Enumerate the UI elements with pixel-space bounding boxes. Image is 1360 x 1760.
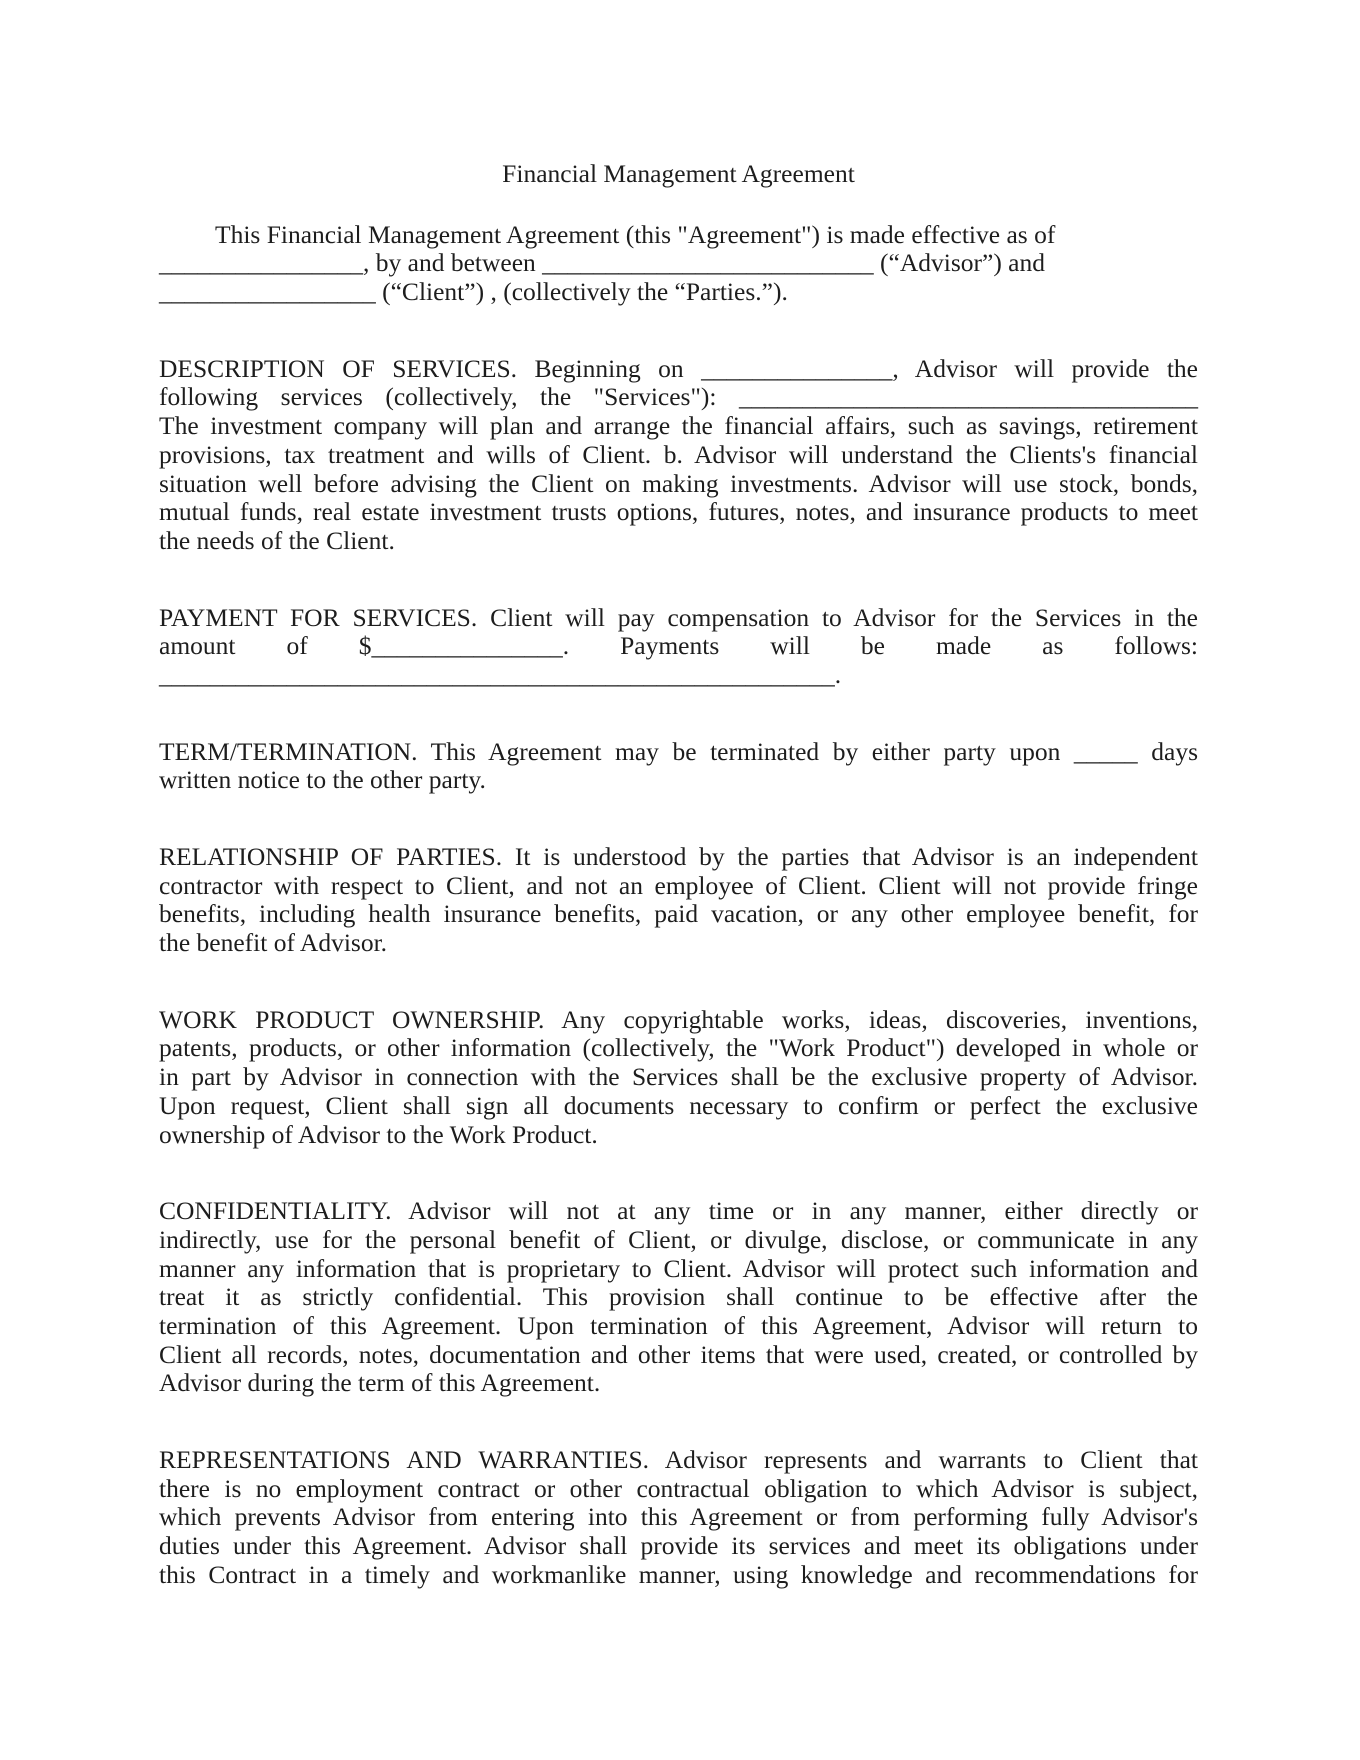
paragraph-line: Client all records, notes, documentation and other items that were used, created, or controlled by	[159, 1339, 1198, 1369]
paragraph-line: following services (collectively, the "Services"): ____________________________________	[159, 382, 1198, 412]
paragraph-line: in part by Advisor in connection with the Services shall be the exclusive property of Advisor.	[159, 1062, 1198, 1092]
paragraph-line: contractor with respect to Client, and not an employee of Client. Client will not provide fringe	[159, 870, 1198, 900]
paragraph-line: DESCRIPTION OF SERVICES. Beginning on _______________, Advisor will provide the	[159, 353, 1198, 383]
paragraph-line: Upon request, Client shall sign all documents necessary to confirm or perfect the exclusive	[159, 1090, 1198, 1120]
paragraph-line: the needs of the Client.	[159, 525, 395, 555]
paragraph-confidentiality	[159, 1197, 1198, 1398]
paragraph-line: RELATIONSHIP OF PARTIES. It is understood by the parties that Advisor is an independent	[159, 842, 1198, 871]
paragraph-line: indirectly, use for the personal benefit of Client, or divulge, disclose, or communicate in any	[159, 1224, 1198, 1254]
paragraph-line: the benefit of Advisor.	[159, 928, 388, 958]
paragraph-line: WORK PRODUCT OWNERSHIP. Any copyrightable works, ideas, discoveries, inventions,	[159, 1004, 1198, 1034]
paragraph-line: manner any information that is proprietary to Client. Advisor will protect such information and	[159, 1253, 1198, 1283]
paragraph-line: mutual funds, real estate investment trusts options, futures, notes, and insurance products to meet	[159, 497, 1198, 527]
paragraph-line: PAYMENT FOR SERVICES. Client will pay compensation to Advisor for the Services in the	[159, 602, 1198, 632]
paragraph-line: TERM/TERMINATION. This Agreement may be terminated by either party upon _____ days	[159, 736, 1198, 766]
paragraph-line: patents, products, or other information (collectively, the "Work Product") developed in whole or	[159, 1033, 1198, 1063]
paragraph-line: provisions, tax treatment and wills of Client. b. Advisor will understand the Clients's financial	[159, 439, 1198, 469]
paragraph-line: CONFIDENTIALITY. Advisor will not at any time or in any manner, either directly or	[159, 1196, 1198, 1226]
paragraph-line: Advisor during the term of this Agreement.	[159, 1368, 601, 1398]
paragraph-line: which prevents Advisor from entering into this Agreement or from performing fully Advisor's	[159, 1502, 1198, 1532]
paragraph-payment-for-services	[159, 604, 1198, 690]
paragraph-line: duties under this Agreement. Advisor shall provide its services and meet its obligations under	[159, 1531, 1198, 1561]
paragraph-line: REPRESENTATIONS AND WARRANTIES. Advisor represents and warrants to Client that	[159, 1445, 1198, 1474]
paragraph-line: there is no employment contract or other contractual obligation to which Advisor is subject,	[159, 1473, 1198, 1503]
document-content	[159, 160, 1198, 1589]
paragraph-line: termination of this Agreement. Upon termination of this Agreement, Advisor will return to	[159, 1310, 1198, 1340]
paragraph-line: amount of $_______________. Payments will be made as follows:	[159, 631, 1198, 661]
document-body	[159, 221, 1198, 1590]
paragraph-description-of-services	[159, 355, 1198, 556]
paragraph-line: benefits, including health insurance benefits, paid vacation, or any other employee benefit, for	[159, 899, 1198, 929]
paragraph-line: treat it as strictly confidential. This provision shall continue to be effective after the	[159, 1282, 1198, 1312]
paragraph-intro	[159, 221, 1198, 307]
paragraph-line: The investment company will plan and arrange the financial affairs, such as savings, retirement	[159, 411, 1198, 441]
paragraph-line: ownership of Advisor to the Work Product.	[159, 1119, 598, 1149]
paragraph-line: _________________ (“Client”) , (collectively the “Parties.”).	[159, 277, 788, 307]
paragraph-line: This Financial Management Agreement (this "Agreement") is made effective as of	[215, 219, 1056, 249]
document-title: Financial Management Agreement	[502, 159, 855, 188]
paragraph-line: written notice to the other party.	[159, 765, 486, 795]
paragraph-term-termination	[159, 738, 1198, 795]
paragraph-line: _____________________________________________________.	[159, 659, 842, 689]
paragraph-relationship-of-parties	[159, 843, 1198, 958]
paragraph-representations-and-warranties	[159, 1446, 1198, 1589]
paragraph-line: situation well before advising the Client on making investments. Advisor will use stock, bonds,	[159, 468, 1198, 498]
paragraph-line: this Contract in a timely and workmanlike manner, using knowledge and recommendations for	[159, 1559, 1198, 1589]
paragraph-line: ________________, by and between __________________________ (“Advisor”) and	[159, 248, 1046, 278]
paragraph-work-product-ownership	[159, 1006, 1198, 1149]
